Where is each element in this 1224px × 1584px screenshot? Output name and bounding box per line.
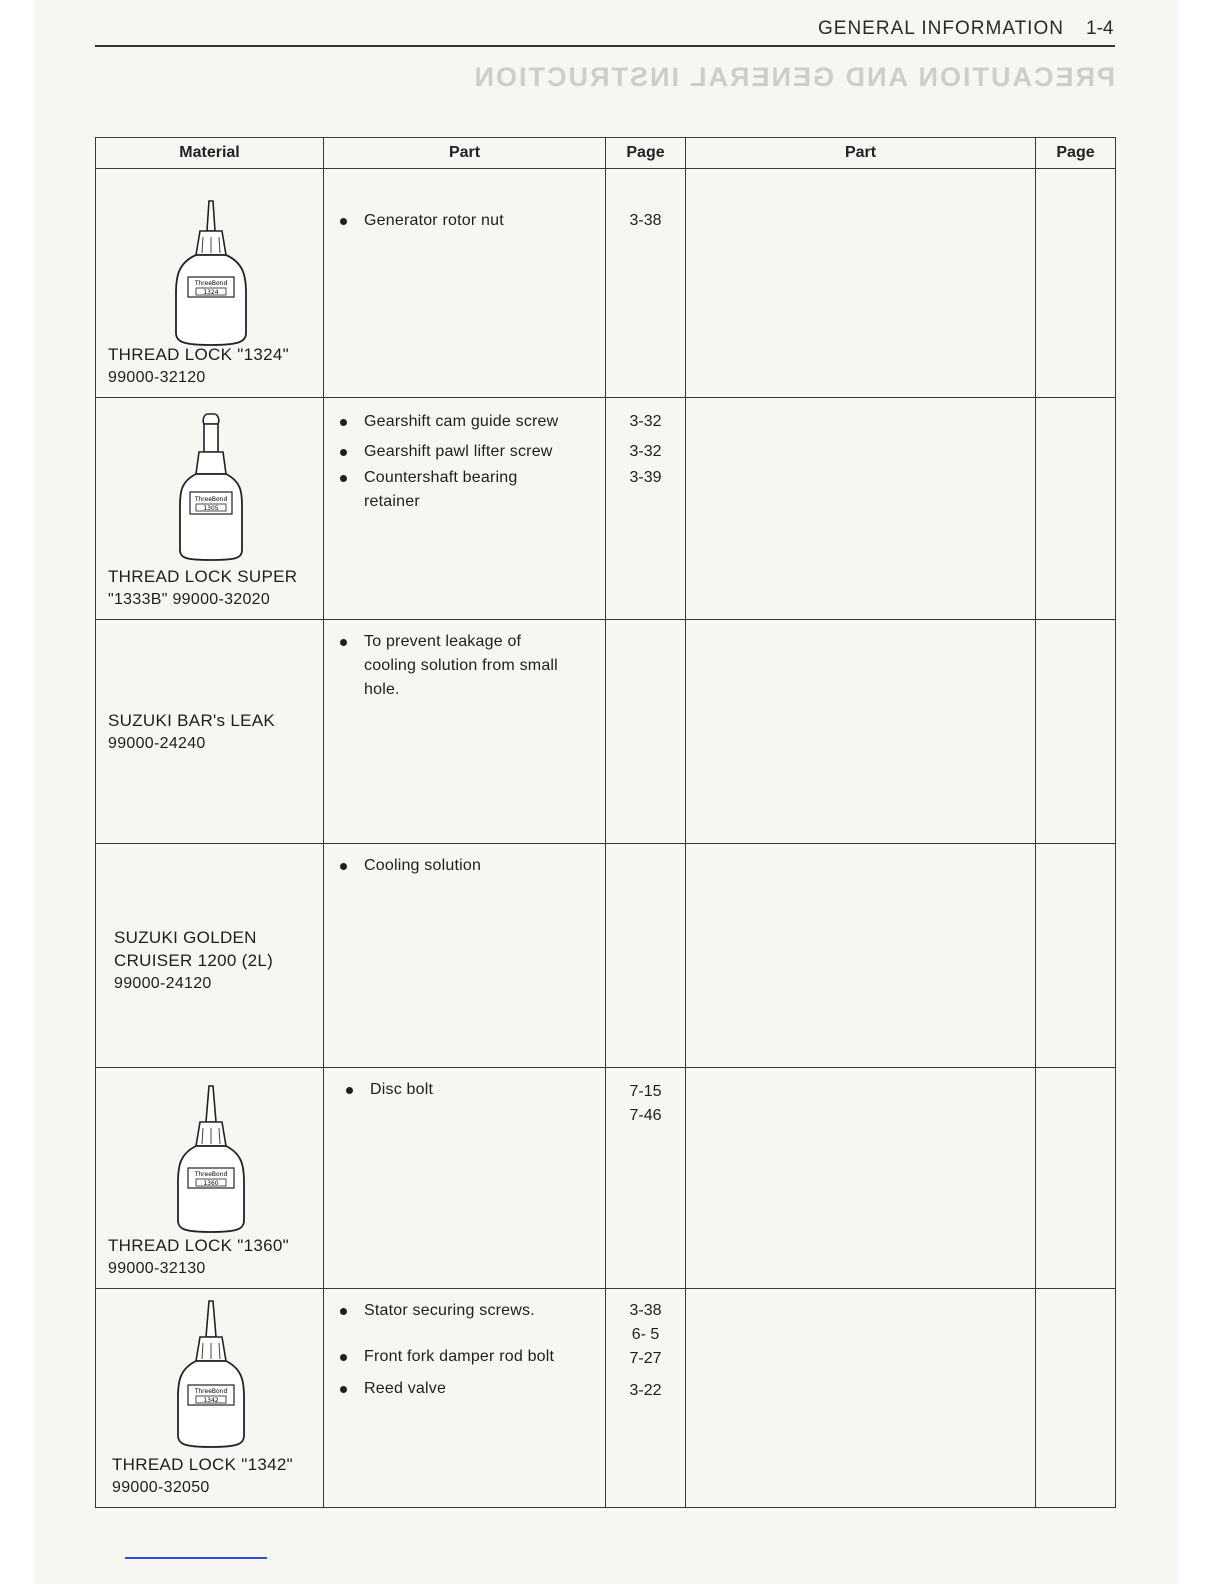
part-cell-right	[686, 620, 1036, 844]
list-item: Cooling solution	[340, 854, 595, 878]
bleed-through-text: PRECAUTION AND GENERAL INSTRUCTION	[472, 62, 1115, 92]
part-cell-right	[686, 844, 1036, 1068]
material-cell	[96, 844, 324, 1068]
svg-text:ThreeBond: ThreeBond	[194, 1388, 228, 1395]
page-cell	[606, 1289, 686, 1508]
page-ref: 6- 5	[631, 1326, 660, 1343]
list-item: To prevent leakage of cooling solution from small hole.	[340, 630, 574, 702]
link-underline	[125, 1557, 267, 1559]
threadlock-bottle-icon	[170, 1299, 252, 1449]
material-name: THREAD LOCK "1360"	[108, 1236, 289, 1255]
part-cell	[324, 169, 606, 398]
list-item: Stator securing screws.	[340, 1299, 595, 1323]
material-name: SUZUKI BAR's LEAK	[108, 711, 276, 730]
materials-table	[95, 137, 1116, 1508]
page-cell-right	[1036, 398, 1116, 620]
svg-text:1360: 1360	[203, 1180, 219, 1187]
part-cell	[324, 1068, 606, 1289]
part-cell-right	[686, 1289, 1036, 1508]
material-name: THREAD LOCK "1342"	[112, 1455, 293, 1474]
part-cell	[324, 1289, 606, 1508]
threadlock-bottle-icon	[170, 197, 252, 347]
material-part-number: 99000-32130	[108, 1260, 206, 1277]
column-header-part-right: Part	[686, 138, 1036, 169]
page-ref: 7-15	[629, 1083, 662, 1100]
list-item: Generator rotor nut	[340, 209, 595, 233]
material-part-number: 99000-32050	[112, 1479, 210, 1496]
svg-text:ThreeBond: ThreeBond	[194, 1171, 228, 1178]
page-ref: 3-38	[629, 1302, 662, 1319]
part-cell-right	[686, 398, 1036, 620]
material-part-number: "1333B" 99000-32020	[108, 591, 271, 608]
material-detail: CRUISER 1200 (2L)	[114, 951, 274, 970]
page-ref: 7-27	[629, 1350, 662, 1367]
list-item: Gearshift cam guide screw	[340, 410, 595, 434]
section-title: GENERAL INFORMATION	[818, 18, 1064, 39]
part-cell	[324, 398, 606, 620]
part-cell	[324, 620, 606, 844]
material-cell	[96, 1068, 324, 1289]
page-cell	[606, 398, 686, 620]
svg-text:1342: 1342	[203, 1397, 219, 1404]
page-ref: 3-38	[629, 212, 662, 229]
material-cell	[96, 620, 324, 844]
page-ref: 7-46	[629, 1107, 662, 1124]
bullet-icon	[340, 218, 347, 225]
list-item: Front fork damper rod bolt	[340, 1345, 595, 1369]
material-name: THREAD LOCK "1324"	[108, 345, 289, 364]
page-cell	[606, 169, 686, 398]
material-cell	[96, 1289, 324, 1508]
part-cell-right	[686, 1068, 1036, 1289]
page-number: 1-4	[1086, 18, 1114, 39]
material-cell	[96, 169, 324, 398]
page-cell	[606, 1068, 686, 1289]
page-ref: 3-32	[629, 413, 662, 430]
table-row	[96, 1068, 1116, 1289]
page-ref: 3-32	[629, 443, 662, 460]
header-rule	[95, 45, 1115, 47]
material-part-number: 99000-32120	[108, 369, 206, 386]
table-row	[96, 620, 1116, 844]
part-cell	[324, 844, 606, 1068]
list-item: Reed valve	[340, 1377, 595, 1401]
table-row	[96, 844, 1116, 1068]
threadlock-bottle-icon	[170, 1084, 252, 1234]
material-part-number: 99000-24120	[114, 975, 212, 992]
page-cell-right	[1036, 844, 1116, 1068]
column-header-material: Material	[96, 138, 324, 169]
svg-text:ThreeBond: ThreeBond	[194, 496, 228, 503]
part-cell-right	[686, 169, 1036, 398]
table-row	[96, 1289, 1116, 1508]
column-header-page: Page	[606, 138, 686, 169]
list-item: Countershaft bearing retainer	[340, 466, 554, 514]
material-cell	[96, 398, 324, 620]
page-cell-right	[1036, 620, 1116, 844]
bottle-label: 1324	[203, 289, 219, 296]
column-header-page-right: Page	[1036, 138, 1116, 169]
table-row	[96, 169, 1116, 398]
svg-text:1305: 1305	[203, 505, 219, 512]
table-header-row	[96, 138, 1116, 169]
threadlock-bottle-icon	[170, 412, 252, 562]
material-part-number: 99000-24240	[108, 735, 206, 752]
page-cell	[606, 620, 686, 844]
material-name: THREAD LOCK SUPER	[108, 567, 298, 586]
column-header-part: Part	[324, 138, 606, 169]
list-item: Disc bolt	[346, 1078, 595, 1102]
page-ref: 3-39	[629, 469, 662, 486]
bottle-brand: ThreeBond	[194, 280, 228, 287]
page-cell-right	[1036, 1289, 1116, 1508]
list-item: Gearshift pawl lifter screw	[340, 440, 595, 464]
page-cell	[606, 844, 686, 1068]
page-cell-right	[1036, 169, 1116, 398]
material-name: SUZUKI GOLDEN	[114, 928, 257, 947]
page-cell-right	[1036, 1068, 1116, 1289]
page-ref: 3-22	[629, 1382, 662, 1399]
table-row	[96, 398, 1116, 620]
